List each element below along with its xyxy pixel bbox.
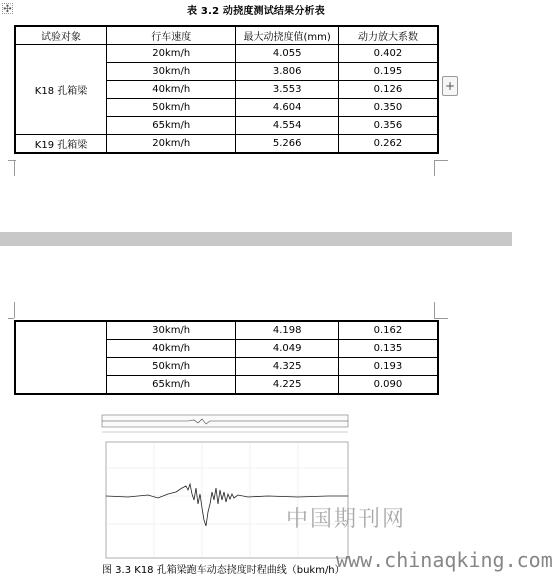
speed-cell: 65km/h — [106, 376, 235, 395]
speed-cell: 20km/h — [107, 45, 236, 63]
move-icon[interactable]: ✣ — [3, 4, 12, 15]
deflection-cell: 4.049 — [236, 340, 339, 358]
speed-cell: 30km/h — [107, 63, 236, 81]
factor-cell: 0.162 — [338, 321, 438, 340]
speed-cell: 20km/h — [107, 135, 236, 154]
table-header-row — [15, 26, 438, 45]
table-row — [15, 321, 438, 340]
add-row-button[interactable] — [442, 76, 458, 96]
factor-cell: 0.135 — [338, 340, 438, 358]
deflection-cell: 5.266 — [236, 135, 339, 154]
factor-cell: 0.193 — [338, 358, 438, 376]
factor-cell: 0.350 — [338, 99, 438, 117]
page-corner-mark — [434, 318, 448, 319]
table-row — [15, 45, 438, 63]
page-corner-mark — [8, 318, 14, 319]
results-table-top — [14, 25, 439, 154]
table-title: 表 3.2 动挠度测试结果分析表 — [187, 6, 325, 17]
deflection-cell: 3.553 — [236, 81, 339, 99]
object-cell: K18 孔箱梁 — [15, 45, 107, 135]
object-cell: K19 孔箱梁 — [15, 135, 107, 154]
watermark-text: 中国期刊网 — [286, 507, 407, 532]
header-max-deflection: 最大动挠度值(mm) — [236, 26, 339, 45]
deflection-cell: 4.325 — [236, 358, 339, 376]
main-plot-frame — [106, 442, 348, 558]
deflection-cell: 4.198 — [236, 321, 339, 340]
results-table-continued — [14, 320, 439, 395]
factor-cell: 0.126 — [338, 81, 438, 99]
page-corner-mark — [434, 160, 448, 169]
watermark-url: www.chinaqking.com — [336, 548, 553, 572]
header-factor: 动力放大系数 — [338, 26, 438, 45]
deflection-cell: 4.225 — [236, 376, 339, 395]
speed-cell: 50km/h — [106, 358, 235, 376]
page-corner-mark — [434, 160, 435, 176]
factor-cell: 0.195 — [338, 63, 438, 81]
speed-cell: 40km/h — [107, 81, 236, 99]
deflection-cell: 3.806 — [236, 63, 339, 81]
factor-cell: 0.090 — [338, 376, 438, 395]
deflection-time-history-figure — [98, 408, 352, 568]
deflection-cell: 4.604 — [236, 99, 339, 117]
object-cell-empty — [15, 321, 106, 394]
factor-cell: 0.356 — [338, 117, 438, 135]
deflection-cell: 4.554 — [236, 117, 339, 135]
speed-cell: 30km/h — [106, 321, 235, 340]
page-corner-mark — [14, 160, 15, 176]
factor-cell: 0.262 — [338, 135, 438, 154]
page-corner-mark — [14, 302, 15, 318]
page-break-gap — [0, 232, 512, 246]
deflection-cell: 4.055 — [236, 45, 339, 63]
header-speed: 行车速度 — [107, 26, 236, 45]
page-corner-mark — [434, 302, 435, 318]
speed-cell: 50km/h — [107, 99, 236, 117]
table-row — [15, 135, 438, 154]
factor-cell: 0.402 — [338, 45, 438, 63]
header-object: 试验对象 — [15, 26, 107, 45]
plus-icon: + — [444, 79, 456, 93]
speed-cell: 65km/h — [107, 117, 236, 135]
speed-cell: 40km/h — [106, 340, 235, 358]
figure-caption: 图 3.3 K18 孔箱梁跑车动态挠度时程曲线（bukm/h） — [102, 565, 345, 576]
